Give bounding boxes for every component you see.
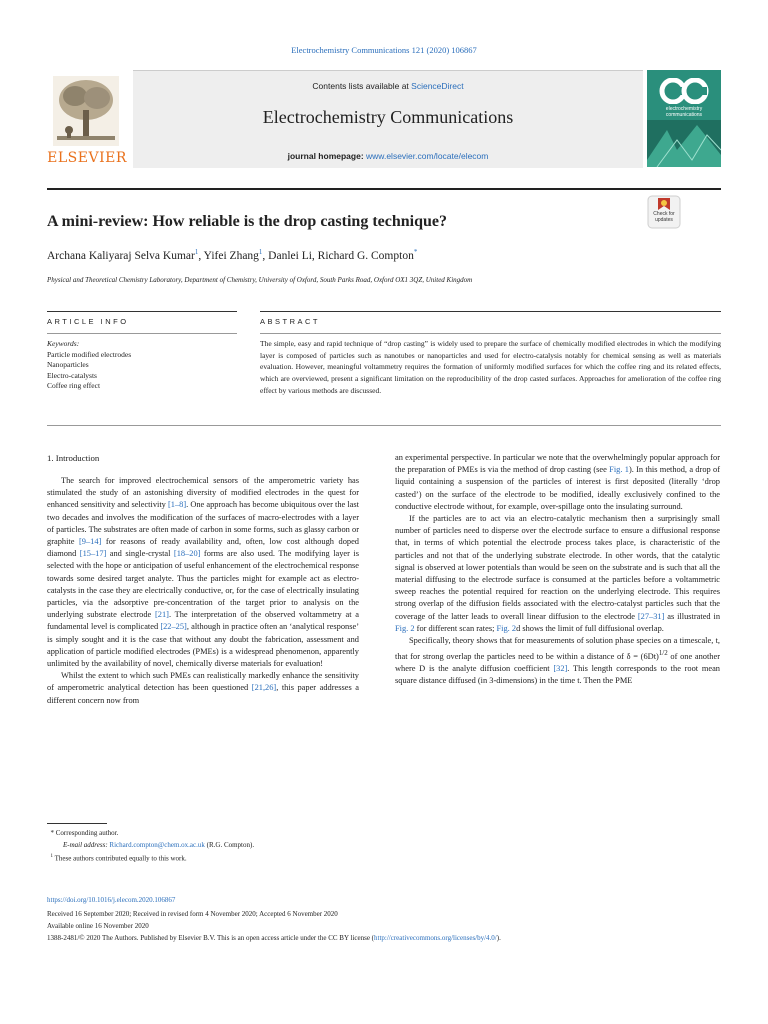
email-link[interactable]: Richard.compton@chem.ox.ac.uk bbox=[109, 841, 205, 849]
equal-contribution-note: $^1$ These authors contributed equally to this work. bbox=[50, 854, 187, 863]
keyword: Electro-catalysts bbox=[47, 370, 97, 380]
figure-link[interactable]: Fig. 2 bbox=[395, 623, 415, 633]
author-note-marker[interactable]: 1 bbox=[258, 248, 263, 256]
citation-link[interactable]: [18–20] bbox=[173, 549, 201, 559]
keyword: Nanoparticles bbox=[47, 360, 89, 370]
abstract-rule-top bbox=[260, 311, 721, 312]
contents-prefix: Contents lists available at bbox=[312, 81, 412, 91]
citation-link[interactable]: [1–8] bbox=[167, 500, 187, 510]
email-note bbox=[47, 839, 447, 851]
text-run: as illustrated in bbox=[664, 611, 721, 621]
text-run: an experimental perspective. In particular we note that the overwhelmingly popular approach for the preparation of PMEs is via the method of drop casting (see bbox=[395, 453, 720, 475]
keywords-label: Keywords: bbox=[47, 339, 80, 348]
masthead-banner bbox=[133, 70, 643, 168]
cover-logo-icon bbox=[659, 78, 709, 104]
body-paragraph bbox=[47, 670, 359, 707]
author-list: Archana Kaliyaraj Selva Kumar$^1$, Yifei Zhang$^1$, Danlei Li, Richard G. Compton* bbox=[47, 248, 418, 262]
text-run: of one another where D is the analyte diffusion coefficient bbox=[395, 652, 720, 674]
corresponding-author-note: * Corresponding author. bbox=[47, 829, 119, 837]
keyword: Coffee ring effect bbox=[47, 381, 101, 391]
body-paragraph bbox=[395, 452, 720, 513]
homepage-link[interactable]: www.elsevier.com/locate/elecom bbox=[366, 151, 489, 161]
corresponding-author-marker[interactable]: * bbox=[413, 248, 418, 256]
footnote-text: Corresponding author. bbox=[55, 829, 119, 837]
article-info-heading: ARTICLE INFO bbox=[47, 317, 129, 326]
email-suffix: (R.G. Compton). bbox=[204, 841, 255, 849]
citation-link[interactable]: [21] bbox=[154, 610, 169, 620]
body-paragraph bbox=[395, 635, 720, 688]
homepage-label: journal homepage: bbox=[287, 151, 367, 161]
received-dates: Received 16 September 2020; Received in revised form 4 November 2020; Accepted 6 November 2020 bbox=[47, 910, 338, 918]
check-updates-line-2: updates bbox=[655, 217, 673, 223]
citation-link[interactable]: [27–31] bbox=[637, 611, 665, 621]
footnotes bbox=[47, 827, 447, 864]
citation-link[interactable]: [32] bbox=[553, 664, 568, 674]
info-rule bbox=[47, 311, 237, 312]
affiliation: Physical and Theoretical Chemistry Laboratory, Department of Chemistry, University of Oxford, South Parks Road, Oxford OX1 3QZ, United Kingdom bbox=[47, 276, 473, 284]
figure-link[interactable]: Fig. 2 bbox=[496, 623, 517, 633]
cover-title: electrochemistry communications bbox=[665, 106, 703, 118]
figure-link[interactable]: Fig. 1 bbox=[609, 465, 629, 475]
body-paragraph bbox=[395, 513, 720, 635]
footnote-text: These authors contributed equally to this work. bbox=[54, 854, 187, 863]
body-column-left bbox=[47, 475, 359, 707]
email-label: E-mail address: bbox=[63, 841, 110, 849]
homepage-line bbox=[133, 151, 643, 161]
contents-line bbox=[133, 81, 643, 91]
text-run: . This length corresponds to the root mean square distance diffused (in 3-dimensions) in the time t. Then the PME bbox=[395, 664, 720, 686]
citation-link[interactable]: [21,26] bbox=[251, 683, 277, 693]
elsevier-wordmark: ELSEVIER bbox=[47, 150, 127, 166]
text-run: Specifically, theory shows that for measurements of solution phase species on a timescale, t, that for strong overlap the particles need to be within a distance of δ = (6Dt) bbox=[395, 636, 720, 662]
text-run: and single-crystal bbox=[106, 549, 174, 559]
license-suffix: ). bbox=[496, 934, 501, 942]
abstract-text: The simple, easy and rapid technique of “drop casting” is widely used to prepare the surface of chemically modified electrodes in which the modifying layer is composed of particles such as nanotubes or nanoparticles and used for electro-catalysis notably for chemical sensing as well as materials evaluation. However, meaningful voltammetry requires the formation of uniformly modified surfaces for which the coffee ring and its related effects, which are overviewed, present a significant limitation on the reproducibility of the drop casted surfaces. Approaches for amelioration of the coffee ring effect by various methods are discussed. bbox=[260, 339, 721, 395]
text-run: Whilst the extent to which such PMEs can realistically markedly enhance the sensitivity of amperometric analytical detection has been questioned bbox=[47, 671, 359, 693]
sciencedirect-link[interactable]: ScienceDirect bbox=[411, 81, 464, 91]
journal-masthead bbox=[47, 70, 721, 167]
author-name[interactable]: Richard G. Compton bbox=[317, 249, 414, 262]
abstract-rule-sub bbox=[260, 333, 721, 334]
exponent: 1/2 bbox=[658, 649, 668, 658]
text-run: forms are also used. The modifying layer is selected with the hope or anticipation of useful enhancement of the electrochemical response towards some desired target analyte. Thus the particles might for example act as electro-catalysts in the case they are electrically conductive, or, for the case of electrically insulating particles, via the adsorptive pre-concentration of the target prior to analysis on the underlying substrate electrode bbox=[47, 549, 359, 620]
text-run: for different scan rates; bbox=[414, 623, 497, 633]
text-run: . The interpretation of the observed voltammetry at a fundamental level is complicated bbox=[47, 610, 359, 632]
journal-title[interactable]: Electrochemistry Communications bbox=[262, 107, 514, 127]
author-name[interactable]: Danlei Li bbox=[268, 249, 312, 262]
author-name[interactable]: Archana Kaliyaraj Selva Kumar bbox=[47, 249, 195, 262]
keyword: Particle modified electrodes bbox=[47, 349, 132, 359]
keywords-block bbox=[47, 339, 237, 392]
text-run: ). In this method, a drop of liquid containing a suspension of the particles of interest is first deposited (literally ‘drop casted’) on the surface of the electrode to be modified, ideally exclusively confined to the conductive electrode without, for example, over-spillage onto the insulating surround. bbox=[395, 465, 720, 511]
body-paragraph bbox=[47, 475, 359, 670]
text-run: d shows the limit of full diffusional overlap. bbox=[516, 623, 664, 633]
check-updates-line-1: Check for bbox=[653, 211, 675, 217]
license-link[interactable]: http://creativecommons.org/licenses/by/4.0/ bbox=[374, 934, 497, 942]
citation-link[interactable]: [9–14] bbox=[79, 537, 102, 547]
article-title: A mini-review: How reliable is the drop casting technique? bbox=[47, 213, 447, 230]
text-run: If the particles are to act via an electro-catalytic mechanism then a surprisingly small number of particles need to disperse over the electrode surface to ensure a diffusional response that, in terms of which potential the electrode process takes place, is characteristic of the particles and not that of the underlying substrate electrode. In other words, that the catalytic signal is observed at lower potentials than would be seen on the substrate and is such that all the material diffusing to the electrode surface is consumed at the particles before a voltammetric sweep reaches the potential required for reaction on the underlying electrode. This requires strong overlap of the diffusion fields associated with the electro-catalyst particles such that the coverage of the latter leads to overall linear diffusion to the electrode bbox=[395, 514, 720, 621]
text-run: , this paper addresses a different concern now from bbox=[47, 683, 359, 705]
text-run: , although in practice often an ‘analytical response’ is simply sought and it is the case that without any doubt the fabrication, assessment and application of particle modified electrodes (PMEs) is a widespread phenomenon, apparently unlimited by the availability of novel, chemically diverse materials for evaluation! bbox=[47, 622, 359, 669]
check-updates-label bbox=[640, 211, 688, 223]
cover-pattern bbox=[647, 120, 721, 167]
text-run: . One approach has become ubiquitous over the last two decades and involves the modification of the surfaces of macro-electrodes with a layer of particles. The substrates are often made of carbon in some forms, such as glassy carbon or graphite bbox=[47, 500, 359, 547]
text-run: The search for improved electrochemical sensors of the amperometric variety has stimulated the study of an astonishing diversity of modified electrodes in the quest for enhanced sensitivity and selectivity bbox=[47, 476, 359, 510]
body-column-right bbox=[395, 452, 720, 688]
author-name[interactable]: Yifei Zhang bbox=[203, 249, 259, 262]
license-text: 1388-2481/© 2020 The Authors. Published by Elsevier B.V. This is an open access article under the CC BY license ( bbox=[47, 934, 375, 942]
available-online: Available online 16 November 2020 bbox=[47, 922, 149, 930]
text-run: for reasons of ready availability and, often, low cost although doped diamond bbox=[47, 537, 359, 559]
elsevier-tree-icon bbox=[53, 76, 119, 146]
author-note-marker[interactable]: 1 bbox=[194, 248, 199, 256]
journal-cover-thumbnail[interactable] bbox=[647, 70, 721, 167]
citation-link[interactable]: [22–25] bbox=[160, 622, 187, 632]
journal-reference-link[interactable]: Electrochemistry Communications 121 (2020) 106867 bbox=[291, 45, 477, 55]
license-line bbox=[47, 934, 721, 942]
header-rule bbox=[47, 188, 721, 190]
info-rule-sub bbox=[47, 333, 237, 334]
footnote-rule bbox=[47, 823, 107, 824]
abstract-heading: ABSTRACT bbox=[260, 317, 321, 326]
citation-link[interactable]: [15–17] bbox=[79, 549, 107, 559]
elsevier-logo[interactable] bbox=[47, 70, 127, 167]
abstract-rule-bottom bbox=[47, 425, 721, 426]
doi-link[interactable]: https://doi.org/10.1016/j.elecom.2020.106867 bbox=[47, 896, 176, 904]
section-heading-introduction: 1. Introduction bbox=[47, 453, 100, 463]
